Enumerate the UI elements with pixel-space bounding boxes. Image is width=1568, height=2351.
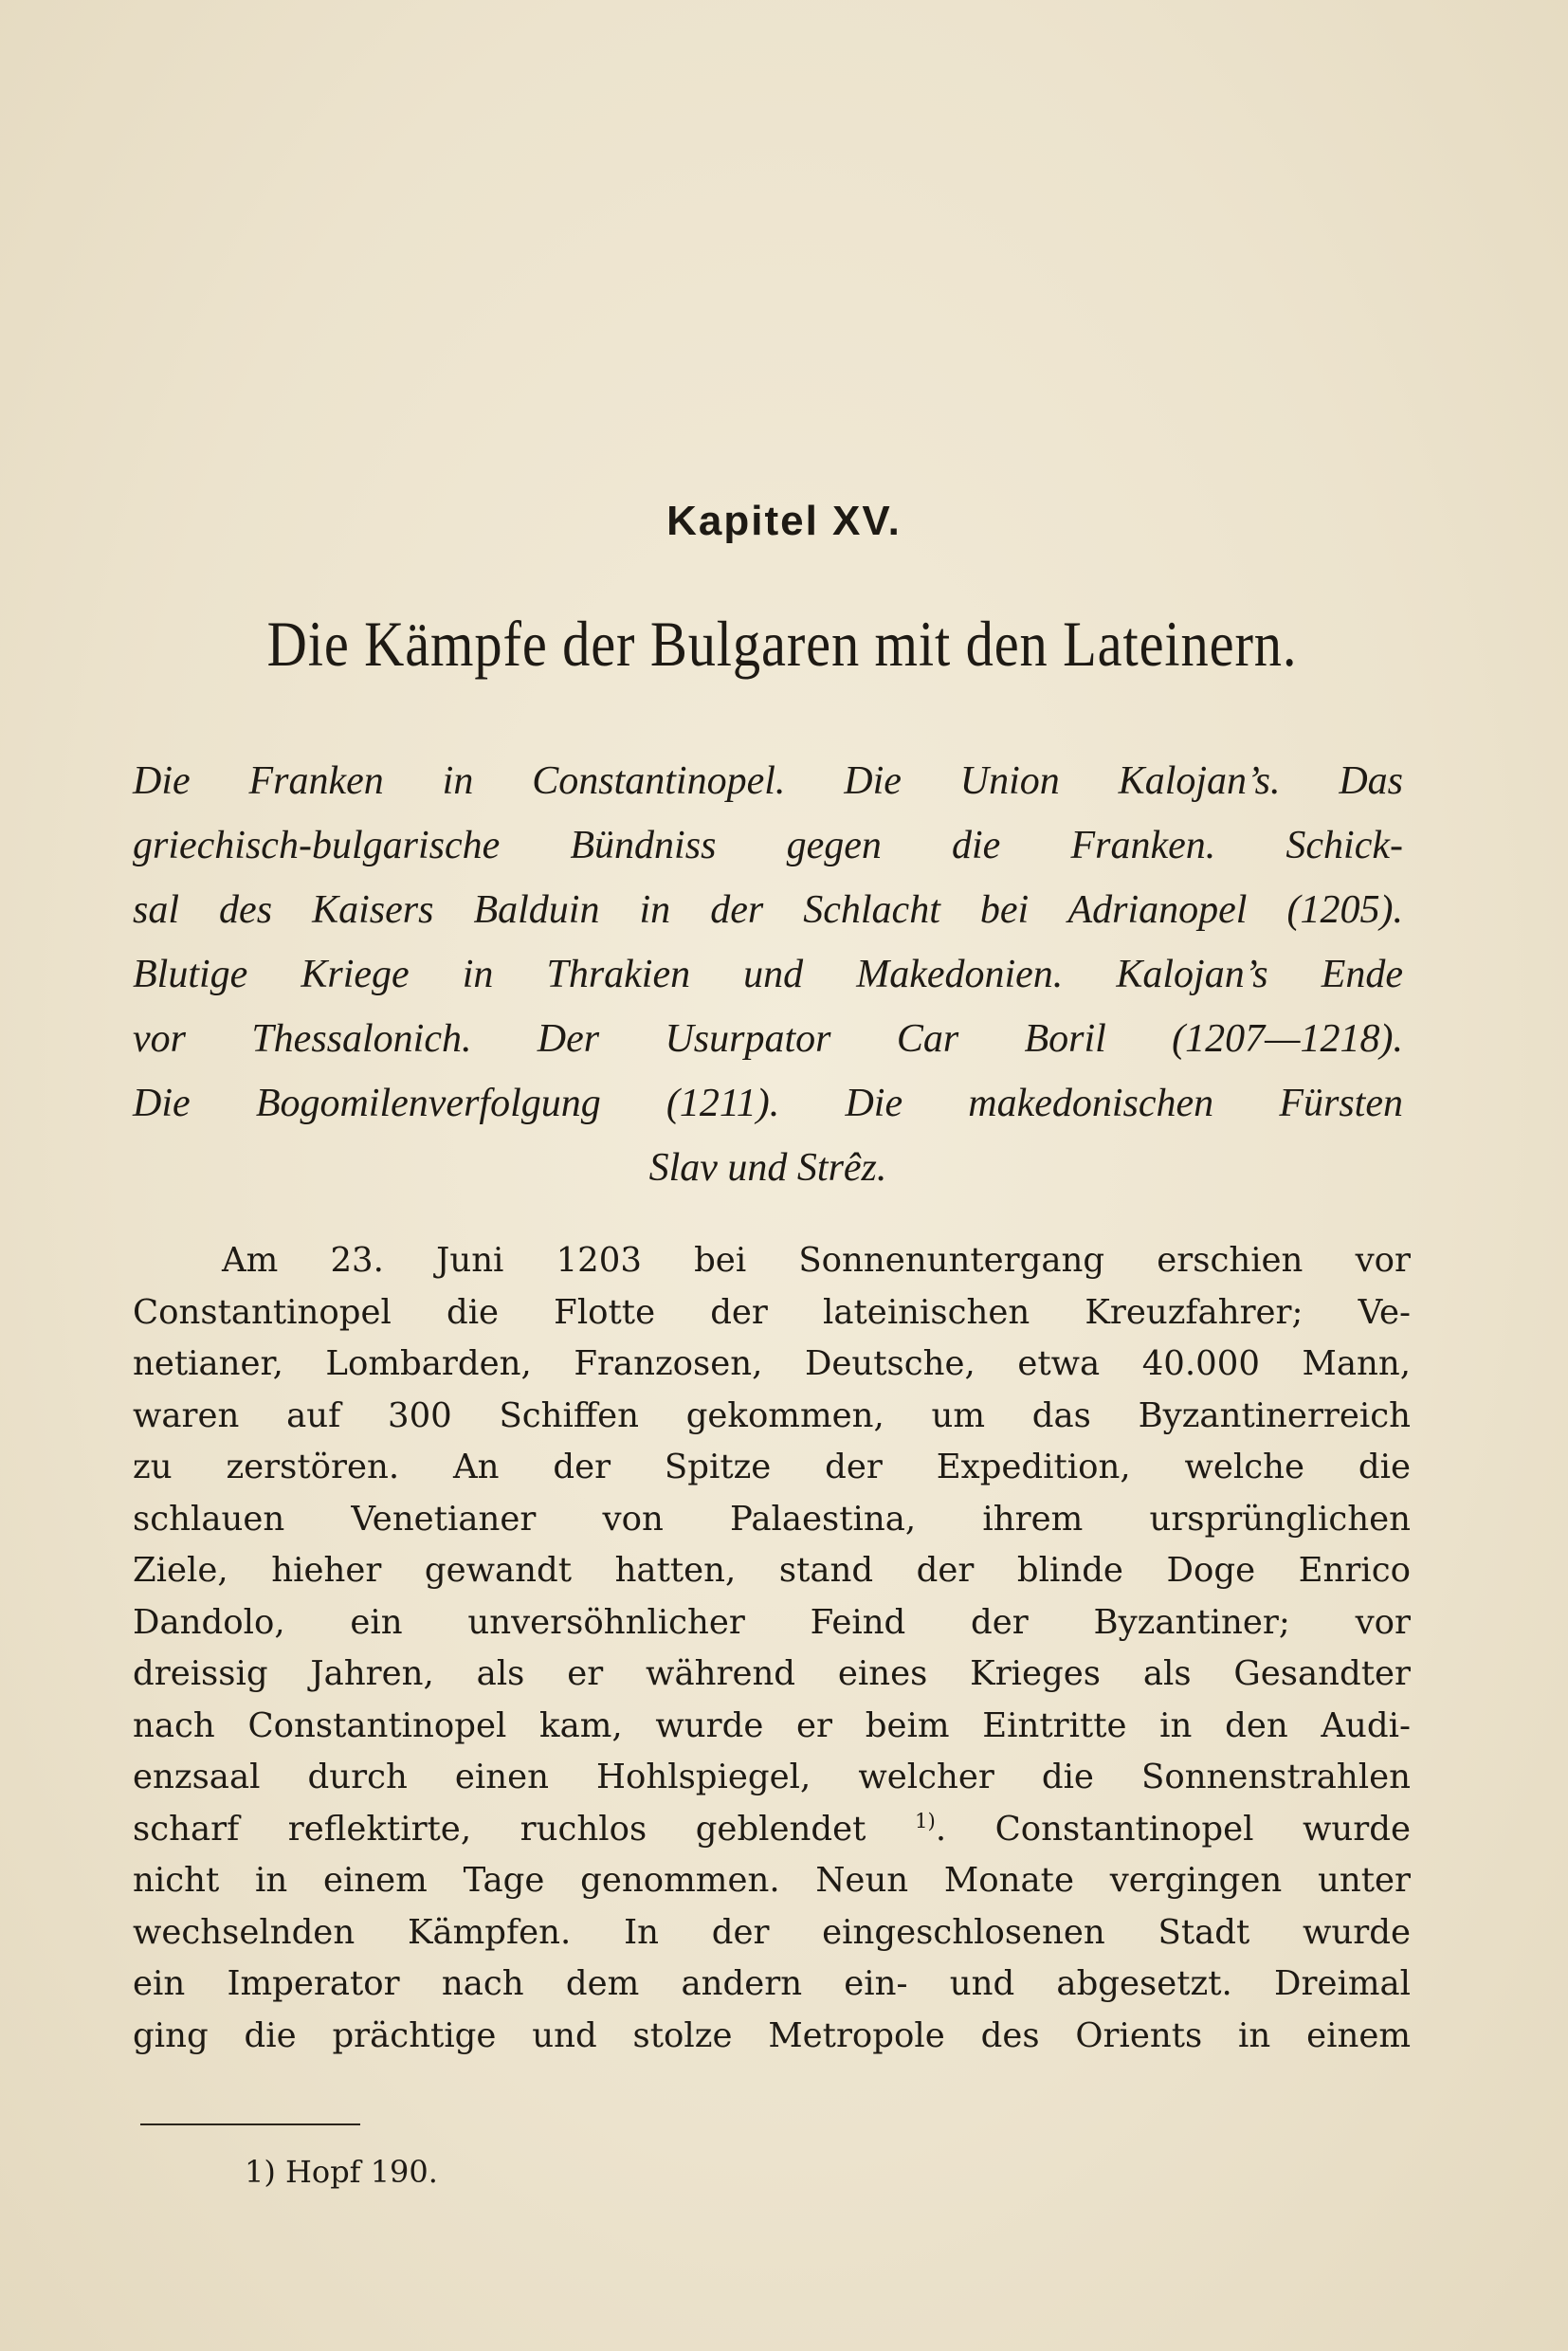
body-line: Constantinopel die Flotte der lateinischen Kreuzfahrer; Ve-	[133, 1292, 1411, 1332]
footnote-text: Hopf 190.	[285, 2154, 438, 2190]
footnote-reference: 1)	[914, 1809, 936, 1833]
body-line: nach Constantinopel kam, wurde er beim Eintritte in den Audi-	[133, 1705, 1411, 1745]
chapter-title: Die Kämpfe der Bulgaren mit den Lateinern.	[266, 608, 1298, 680]
footnote-marker: 1)	[245, 2154, 276, 2190]
body-line-text: Constantinopel wurde	[994, 1809, 1411, 1849]
body-text	[133, 1235, 1411, 2062]
summary-line: Die Franken in Constantinopel. Die Union Kalojan’s. Das	[133, 759, 1403, 803]
body-line: Am 23. Juni 1203 bei Sonnenuntergang erschien vor	[222, 1241, 1411, 1280]
body-line: schlauen Venetianer von Palaestina, ihrem ursprünglichen	[133, 1499, 1411, 1539]
body-line: nicht in einem Tage genommen. Neun Monate vergingen unter	[133, 1861, 1411, 1900]
body-line: wechselnden Kämpfen. In der eingeschlosenen Stadt wurde	[133, 1912, 1411, 1952]
body-line: ein Imperator nach dem andern ein- und abgesetzt. Dreimal	[133, 1964, 1411, 2003]
summary-line: sal des Kaisers Balduin in der Schlacht bei Adrianopel (1205).	[133, 888, 1403, 932]
body-line: Ziele, hieher gewandt hatten, stand der blinde Doge Enrico	[133, 1551, 1411, 1590]
body-line: zu zerstören. An der Spitze der Expedition, welche die	[133, 1448, 1411, 1486]
summary-line: Die Bogomilenverfolgung (1211). Die makedonischen Fürsten	[133, 1082, 1403, 1125]
summary-line: vor Thessalonich. Der Usurpator Car Boril (1207—1218).	[133, 1017, 1403, 1061]
body-line: dreissig Jahren, als er während eines Krieges als Gesandter	[133, 1654, 1411, 1693]
body-line-text: scharf reflektirte, ruchlos geblendet	[133, 1809, 866, 1849]
footnote-divider	[140, 2123, 360, 2125]
summary-line: Slav und Strêz.	[648, 1146, 887, 1190]
body-line: netianer, Lombarden, Franzosen, Deutsche, etwa 40.000 Mann,	[133, 1344, 1411, 1383]
footnote	[245, 2154, 438, 2190]
summary-line: griechisch-bulgarische Bündniss gegen die Franken. Schick-	[133, 824, 1403, 867]
body-line-with-footnote: scharf reflektirte, ruchlos geblendet $^{1)}$. Constantinopel wurde	[133, 1809, 1411, 1849]
body-line: Dandolo, ein unversöhnlicher Feind der Byzantiner; vor	[133, 1602, 1411, 1642]
body-line: enzsaal durch einen Hohlspiegel, welcher die Sonnenstrahlen	[133, 1758, 1411, 1796]
summary-line: Blutige Kriege in Thrakien und Makedonien. Kalojan’s Ende	[133, 953, 1403, 996]
chapter-summary	[133, 749, 1403, 1200]
body-line: waren auf 300 Schiffen gekommen, um das Byzantinerreich	[133, 1395, 1411, 1435]
chapter-label: Kapitel XV.	[666, 498, 902, 544]
body-line: ging die prächtige und stolze Metropole des Orients in einem	[133, 2015, 1411, 2055]
